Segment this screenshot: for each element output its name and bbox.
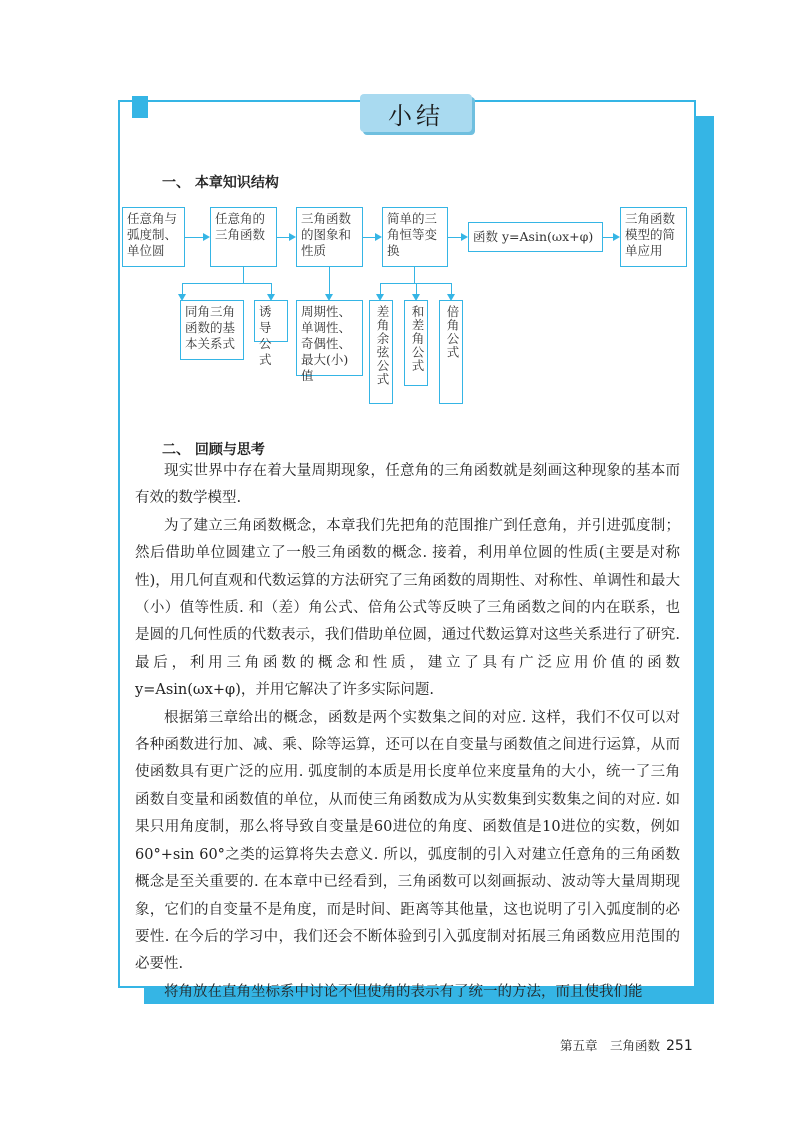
branch-stem-2	[329, 267, 330, 294]
branch-drop-1b	[271, 283, 272, 294]
paragraph-1: 现实世界中存在着大量周期现象，任意角的三角函数就是刻画这种现象的基本而有效的数学模型.	[135, 463, 680, 507]
title-banner	[360, 94, 472, 132]
arrow-head-4	[461, 233, 468, 241]
arrow-head-3	[375, 233, 382, 241]
arrow-head-5	[613, 233, 620, 241]
frame-corner-accent	[132, 96, 148, 118]
arrow-head-2	[289, 233, 296, 241]
box-function-asin: 函数 y=Asin(ωx+φ)	[468, 222, 603, 252]
branch-bar-1	[182, 283, 272, 284]
branch-stem-1	[243, 267, 244, 283]
paragraph-3: 根据第三章给出的概念，函数是两个实数集之间的对应. 这样，我们不仅可以对各种函数进行加、减、乘、除等运算，还可以在自变量与函数值之间进行运算，从而使函数具有更广泛的应用. 弧度制的本质是用长度单位来度量角的大小，统一了三角函数自变量和函数值的单位，从而使三角函数成为从实数集到实数集之间的对应. 如果只用角度制，那么将导致自变量是60进位的角度、函数值是10进位的实数，例如60°+sin 60°之类的运算将失去意义. 所以，弧度制的引入对建立任意角的三角函数概念是至关重要的. 在本章中已经看到，三角函数可以刻画振动、波动等大量周期现象，它们的自变量不是角度，而是时间、距离等其他量，这也说明了引入弧度制的必要性. 在今后的学习中，我们还会不断体验到引入弧度制对拓展三角函数应用范围的必要性.	[135, 709, 680, 973]
box-angle-radian: 任意角与弧度制、单位圆	[122, 207, 185, 267]
section-1-heading: 一、 本章知识结构	[162, 175, 279, 191]
review-text	[135, 458, 680, 1006]
branch-drop-1a	[182, 283, 183, 294]
chapter-label: 第五章 三角函数	[560, 1038, 661, 1053]
arrow-line-4	[448, 237, 461, 238]
paragraph-2: 为了建立三角函数概念，本章我们先把角的范围推广到任意角，并引进弧度制；然后借助单位圆建立了一般三角函数的概念. 接着，利用单位圆的性质(主要是对称性)，用几何直观和代数运算的方法研究了三角函数的周期性、对称性、单调性和最大（小）值等性质. 和（差）角公式、倍角公式等反映了三角函数之间的内在联系，也是圆的几何性质的代数表示，我们借助单位圆，通过代数运算对这些关系进行了研究. 最后，利用三角函数的概念和性质，建立了具有广泛应用价值的函数 y=Asin(ωx+φ)，并用它解决了许多实际问题.	[135, 517, 680, 699]
arrow-line-5	[603, 237, 613, 238]
box-model-application: 三角函数模型的简单应用	[620, 207, 687, 267]
page-title: 小结	[388, 101, 444, 130]
page-footer	[560, 1036, 693, 1054]
box-trig-function: 任意角的三角函数	[210, 207, 277, 267]
arrow-line-1	[185, 237, 203, 238]
branch-drop-3c	[451, 283, 452, 294]
branch-drop-3b	[416, 283, 417, 294]
box-graph-properties: 三角函数的图象和性质	[296, 207, 363, 267]
box-properties-list: 周期性、单调性、奇偶性、最大(小)值	[296, 300, 363, 376]
arrow-line-2	[277, 237, 289, 238]
paragraph-4: 将角放在直角坐标系中讨论不但使角的表示有了统一的方法，而且使我们能	[164, 983, 643, 1000]
arrow-head-1	[203, 233, 210, 241]
box-sum-difference: 和差角公式	[404, 300, 428, 386]
arrow-line-3	[363, 237, 375, 238]
branch-drop-3a	[380, 283, 381, 294]
box-identity-transform: 简单的三角恒等变换	[382, 207, 448, 267]
branch-stem-3	[414, 267, 415, 283]
box-cosine-difference: 差角余弦公式	[369, 300, 393, 404]
box-double-angle: 倍角公式	[439, 300, 463, 404]
page-number: 251	[666, 1038, 693, 1054]
section-2-heading: 二、 回顾与思考	[162, 442, 265, 458]
box-induction-formula: 诱导公式	[254, 300, 288, 342]
box-basic-relations: 同角三角函数的基本关系式	[180, 300, 244, 360]
